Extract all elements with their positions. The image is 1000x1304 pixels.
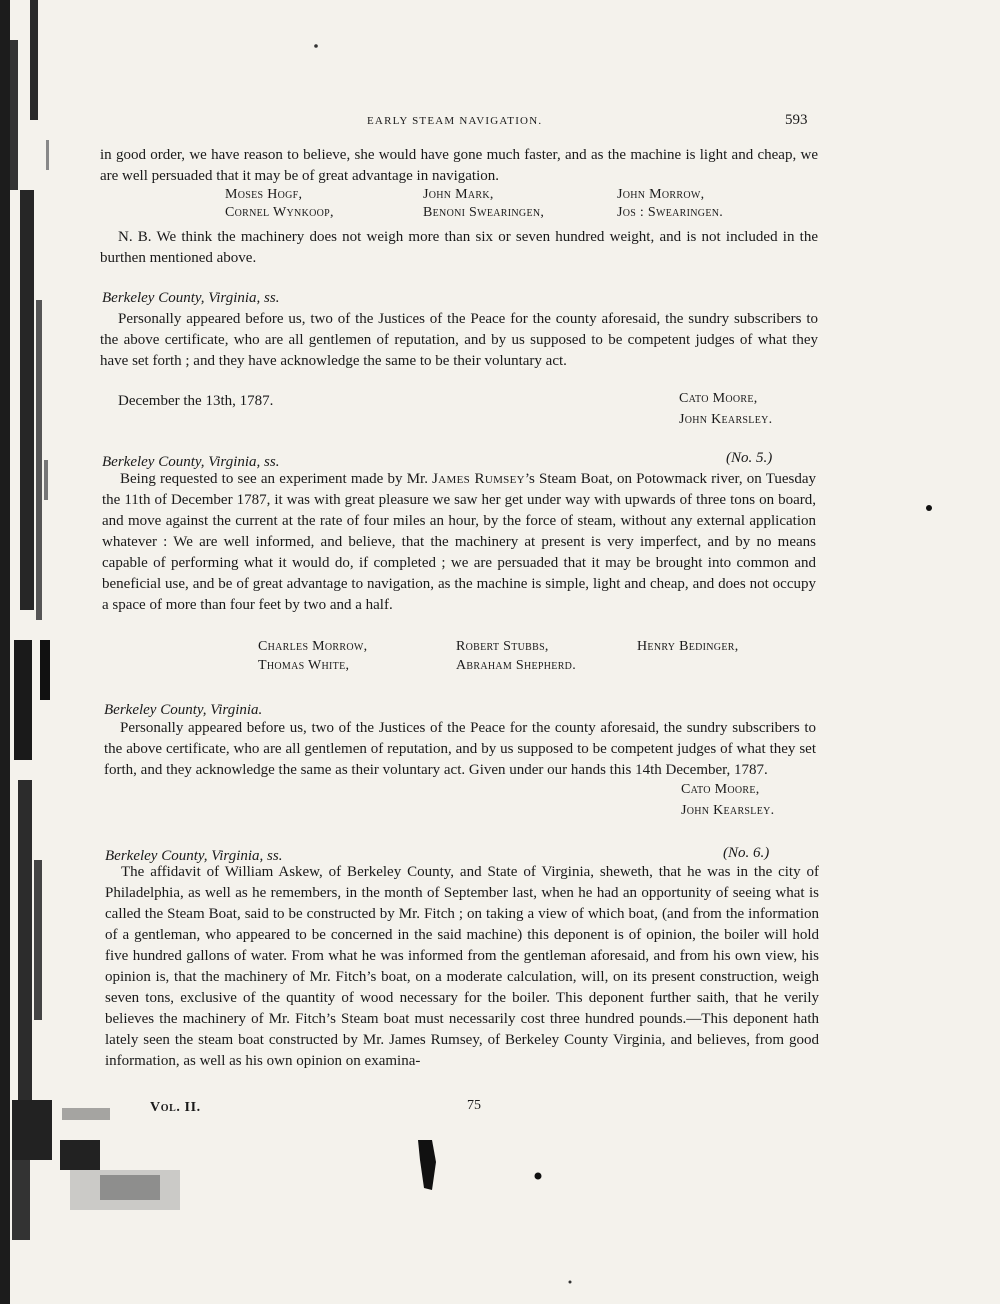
signature-cato-moore-1: Cato Moore, <box>679 391 758 406</box>
signature-john-kearsley-2: John Kearsley. <box>681 803 775 818</box>
signature-benoni-swearingen: Benoni Swearingen, <box>423 205 545 220</box>
signature-moses-hogf: Moses Hogf, <box>225 187 303 202</box>
signature-john-kearsley-1: John Kearsley. <box>679 412 773 427</box>
section-heading-2: Berkeley County, Virginia, ss. <box>102 454 280 470</box>
signature-mark: 75 <box>467 1098 481 1113</box>
section-body-1: Personally appeared before us, two of the Justices of the Peace for the county aforesaid, the sundry subscribers to the above certificate, who are all gentlemen of reputation, and by us supposed to be competent judges of what they have set forth ; and they have acknowledge the same to be their voluntary act. <box>100 311 818 369</box>
section-body-2 <box>102 469 816 616</box>
signature-thomas-white: Thomas White, <box>258 658 350 673</box>
section-body-4: The affidavit of William Askew, of Berkeley County, and State of Virginia, sheweth, that he was in the city of Philadelphia, as well as he remembers, in the month of September last, when he had an opportunity of seeing what is called the Steam Boat, said to be constructed by Mr. Fitch ; on taking a view of which boat, (and from the information of a gentleman, who appeared to be concerned in the said machine) this deponent is of opinion, the boiler will hold five hundred gallons of water. From what he was informed from the gentleman aforesaid, and from his own view, his opinion is, that the machinery of Mr. Fitch’s boat, on a moderate calculation, will, on its present construction, weigh seven tons, exclusive of the quantity of wood necessary for the boiler. This deponent further saith, that he verily believes the machinery of Mr. Fitch’s Steam boat must necessarily cost three hundred pounds.—This deponent hath lately seen the steam boat constructed by Mr. James Rumsey, of Berkeley County Virginia, and believes, from good information, as well as his own opinion on examina- <box>105 864 819 1069</box>
section-heading-1: Berkeley County, Virginia, ss. <box>102 290 280 306</box>
section-heading-3: Berkeley County, Virginia. <box>104 702 263 718</box>
page-number: 593 <box>785 112 808 128</box>
signature-john-mark: John Mark, <box>423 187 494 202</box>
certificate-number-6: (No. 6.) <box>723 845 770 861</box>
certificate-date-1: December the 13th, 1787. <box>118 393 274 409</box>
running-title: EARLY STEAM NAVIGATION. <box>367 115 543 127</box>
signature-john-morrow: John Morrow, <box>617 187 705 202</box>
nota-bene: N. B. We think the machinery does not weigh more than six or seven hundred weight, and is not included in the burthen mentioned above. <box>100 229 818 266</box>
person-name-james-rumsey: James Rumsey <box>432 471 525 487</box>
signature-jos-swearingen: Jos : Swearingen. <box>617 205 724 220</box>
body-text-start: Being requested to see an experiment made by Mr. <box>120 471 433 487</box>
signature-robert-stubbs: Robert Stubbs, <box>456 639 549 654</box>
certificate-number-5: (No. 5.) <box>726 450 773 466</box>
signature-cato-moore-2: Cato Moore, <box>681 782 760 797</box>
signature-abraham-shepherd: Abraham Shepherd. <box>456 658 577 673</box>
page-header <box>0 112 1000 132</box>
signature-charles-morrow: Charles Morrow, <box>258 639 368 654</box>
paragraph-continuation: in good order, we have reason to believe, she would have gone much faster, and as the machine is light and cheap, we are well persuaded that it may be of great advantage in navigation. <box>100 147 818 184</box>
section-heading-4: Berkeley County, Virginia, ss. <box>105 848 283 864</box>
body-text-rest: ’s Steam Boat, on Potowmack river, on Tuesday the 11th of December 1787, it was with great pleasure we saw her get under way with upwards of three tons on board, and move against the current at the rate of four miles an hour, by the force of steam, without any external application whatever : We are well informed, and believe, that the machinery at present is very imperfect, and by no means capable of performing what it would do, if completed ; we are persuaded that it may be brought into common and beneficial use, and be of great advantage to navigation, as the machine is simple, light and cheap, and does not occupy a space of more than four feet by two and a half. <box>102 471 817 613</box>
volume-label: Vol. II. <box>150 1100 201 1115</box>
section-body-3: Personally appeared before us, two of the Justices of the Peace for the county aforesaid, the sundry subscribers to the above certificate, who are all gentlemen of reputation, and by us supposed to be competent judges of what they set forth, and they acknowledge the same as their voluntary act. Given under our hands this 14th December, 1787. <box>104 720 816 778</box>
signature-cornel-wynkoop: Cornel Wynkoop, <box>225 205 334 220</box>
signature-henry-bedinger: Henry Bedinger, <box>637 639 739 654</box>
